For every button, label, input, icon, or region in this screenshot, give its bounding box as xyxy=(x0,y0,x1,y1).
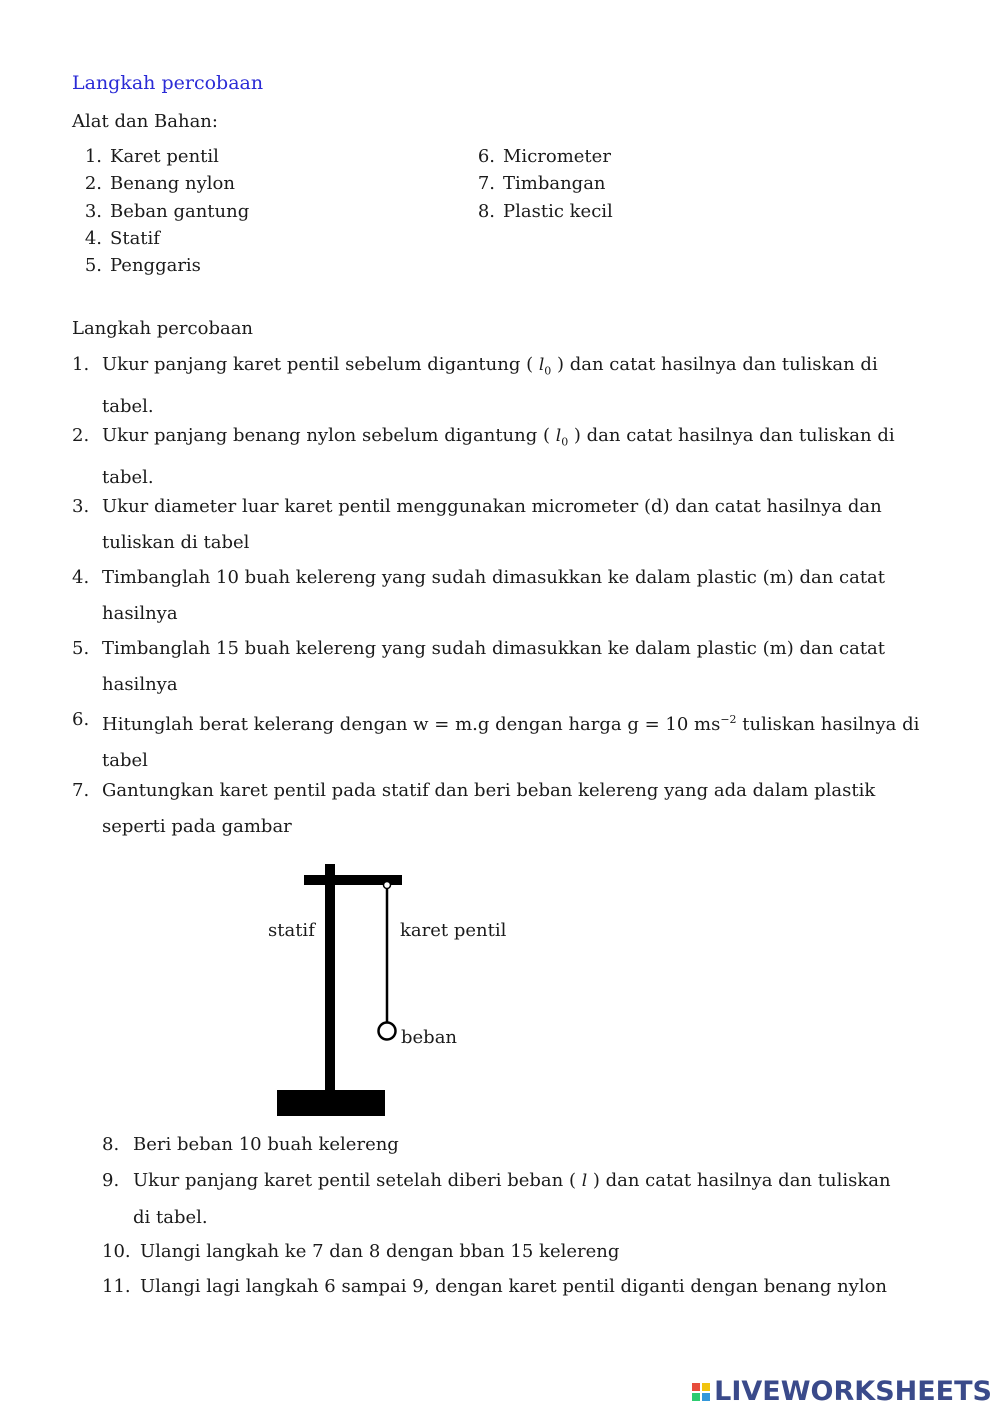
step-item: 5. Timbanglah 15 buah kelereng yang sudah dimasukkan ke dalam plastic (m) dan catat hasilnya xyxy=(72,638,886,695)
steps-title: Langkah percobaan xyxy=(72,318,254,339)
step-item: 11. Ulangi lagi langkah 6 sampai 9, dengan karet pentil diganti dengan benang nylon xyxy=(102,1276,888,1297)
material-item: 2. Benang nylon xyxy=(84,173,235,194)
material-item: 6. Micrometer xyxy=(477,146,611,167)
step-item: 3. Ukur diameter luar karet pentil menggunakan micrometer (d) dan catat hasilnya dan tuliskan di tabel xyxy=(72,496,882,553)
step-item: 10. Ulangi langkah ke 7 dan 8 dengan bban 15 kelereng xyxy=(102,1241,620,1262)
statif-base xyxy=(277,1090,385,1116)
liveworksheets-logo xyxy=(692,1376,992,1407)
materials-title: Alat dan Bahan: xyxy=(72,111,218,132)
statif-figure xyxy=(260,860,540,1120)
logo-icon xyxy=(692,1383,710,1401)
step-item: 2. Ukur panjang benang nylon sebelum digantung ( $l_0$ ) dan catat hasilnya dan tuliskan di tabel. xyxy=(72,425,895,489)
statif-pole xyxy=(325,864,335,1094)
beban-icon xyxy=(379,1023,396,1040)
step-item: 1. Ukur panjang karet pentil sebelum digantung ( $l_0$ ) dan catat hasilnya dan tuliskan di tabel. xyxy=(72,354,878,418)
material-item: 4. Statif xyxy=(84,228,160,249)
hook-icon xyxy=(384,882,391,889)
step-item: 4. Timbanglah 10 buah kelereng yang sudah dimasukkan ke dalam plastic (m) dan catat hasilnya xyxy=(72,567,886,624)
material-item: 5. Penggaris xyxy=(84,255,201,276)
material-item: 1. Karet pentil xyxy=(84,146,219,167)
label-karet-pentil: karet pentil xyxy=(400,920,507,941)
label-statif: statif xyxy=(268,920,315,941)
material-item: 8. Plastic kecil xyxy=(477,201,613,222)
step-item: 6. Hitunglah berat kelerang dengan w = m.g dengan harga g = 10 $ms^{-2}$ tuliskan hasilnya di tabel xyxy=(72,709,920,771)
page-heading: Langkah percobaan xyxy=(72,72,264,94)
step-item: 8. Beri beban 10 buah kelereng xyxy=(102,1134,399,1155)
step-item: 9. Ukur panjang karet pentil setelah diberi beban ( l ) dan catat hasilnya dan tuliskan di tabel. xyxy=(102,1170,891,1228)
step-item: 7. Gantungkan karet pentil pada statif dan beri beban kelereng yang ada dalam plastik seperti pada gambar xyxy=(72,780,876,837)
label-beban: beban xyxy=(401,1027,458,1048)
logo-text: LIVEWORKSHEETS xyxy=(714,1376,992,1407)
material-item: 7. Timbangan xyxy=(477,173,606,194)
material-item: 3. Beban gantung xyxy=(84,201,250,222)
